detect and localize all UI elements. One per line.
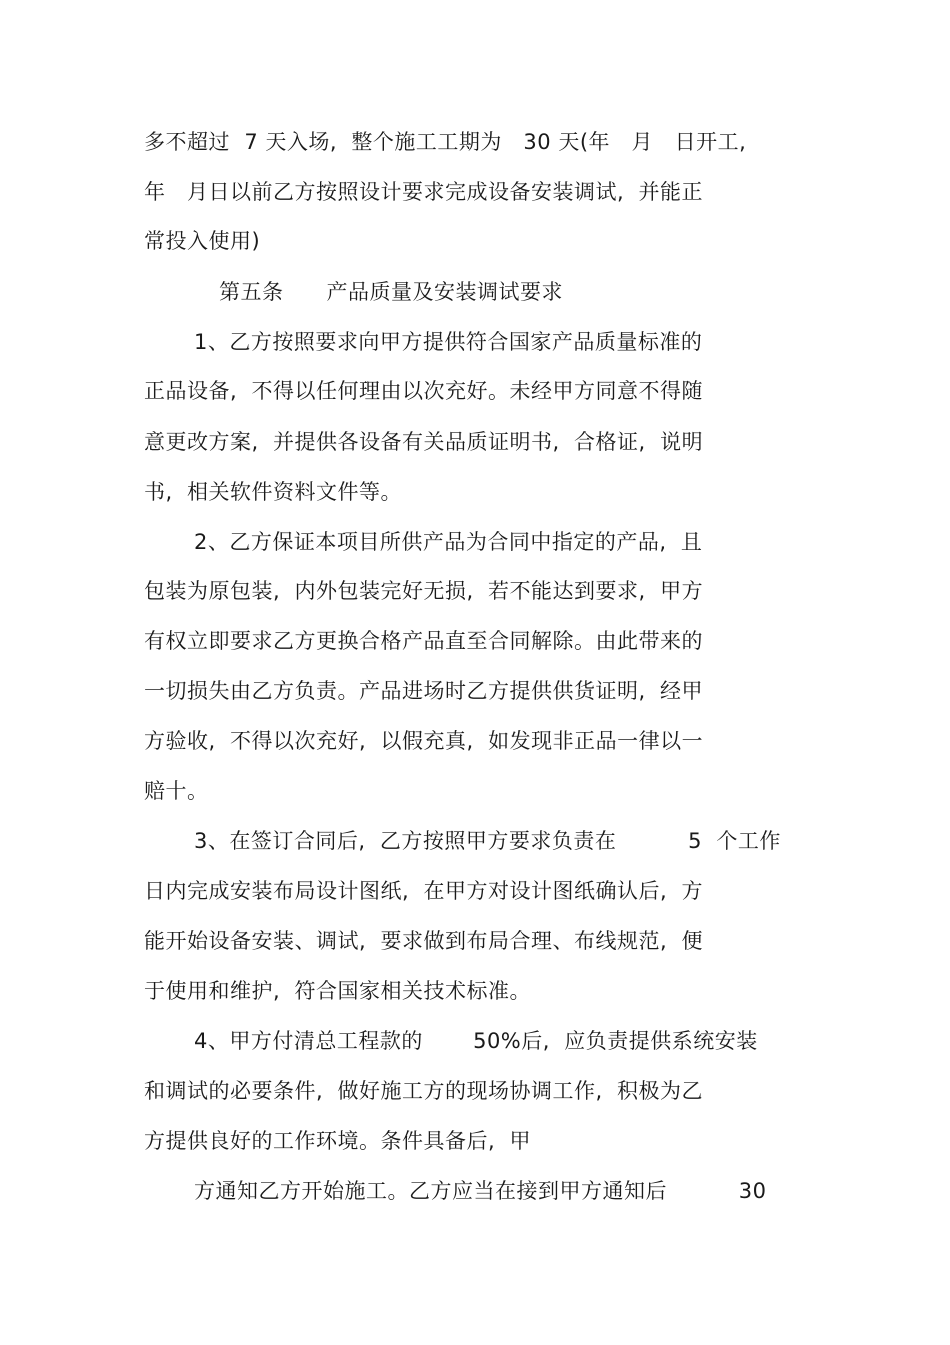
text-line-20: 和调试的必要条件, 做好施工方的现场协调工作, 积极为乙: [144, 1079, 704, 1103]
text-line-5: 1、乙方按照要求向甲方提供符合国家产品质量标准的: [194, 330, 703, 354]
section-heading: 第五条 产品质量及安装调试要求: [219, 280, 564, 304]
text-line-14: 赔十。: [144, 779, 209, 803]
text-line-16: 日内完成安装布局设计图纸, 在甲方对设计图纸确认后, 方: [144, 879, 704, 903]
text-line-7: 意更改方案, 并提供各设备有关品质证明书, 合格证, 说明: [144, 430, 704, 454]
text-line-12: 一切损失由乙方负责。产品进场时乙方提供供货证明, 经甲: [144, 679, 704, 703]
text-line-21: 方提供良好的工作环境。条件具备后, 甲: [144, 1129, 532, 1153]
text-line-13: 方验收, 不得以次充好, 以假充真, 如发现非正品一律以一: [144, 729, 704, 753]
text-line-10: 包装为原包装, 内外包装完好无损, 若不能达到要求, 甲方: [144, 579, 704, 603]
text-line-19: 4、甲方付清总工程款的 50%后, 应负责提供系统安装: [194, 1029, 758, 1053]
text-line-15: 3、在签订合同后, 乙方按照甲方要求负责在 5 个工作: [194, 829, 781, 853]
text-line-6: 正品设备, 不得以任何理由以次充好。未经甲方同意不得随: [144, 379, 704, 403]
text-line-1: 多不超过 7 天入场, 整个施工工期为 30 天(年 月 日开工,: [144, 130, 747, 154]
text-line-8: 书, 相关软件资料文件等。: [144, 480, 403, 504]
text-line-17: 能开始设备安装、调试, 要求做到布局合理、布线规范, 便: [144, 929, 704, 953]
text-line-2: 年 月日以前乙方按照设计要求完成设备安装调试, 并能正: [144, 180, 704, 204]
text-line-11: 有权立即要求乙方更换合格产品直至合同解除。由此带来的: [144, 629, 703, 653]
text-line-18: 于使用和维护, 符合国家相关技术标准。: [144, 979, 532, 1003]
text-line-9: 2、乙方保证本项目所供产品为合同中指定的产品, 且: [194, 530, 703, 554]
text-line-3: 常投入使用): [144, 229, 261, 253]
text-line-22: 方通知乙方开始施工。乙方应当在接到甲方通知后 30: [194, 1179, 767, 1203]
